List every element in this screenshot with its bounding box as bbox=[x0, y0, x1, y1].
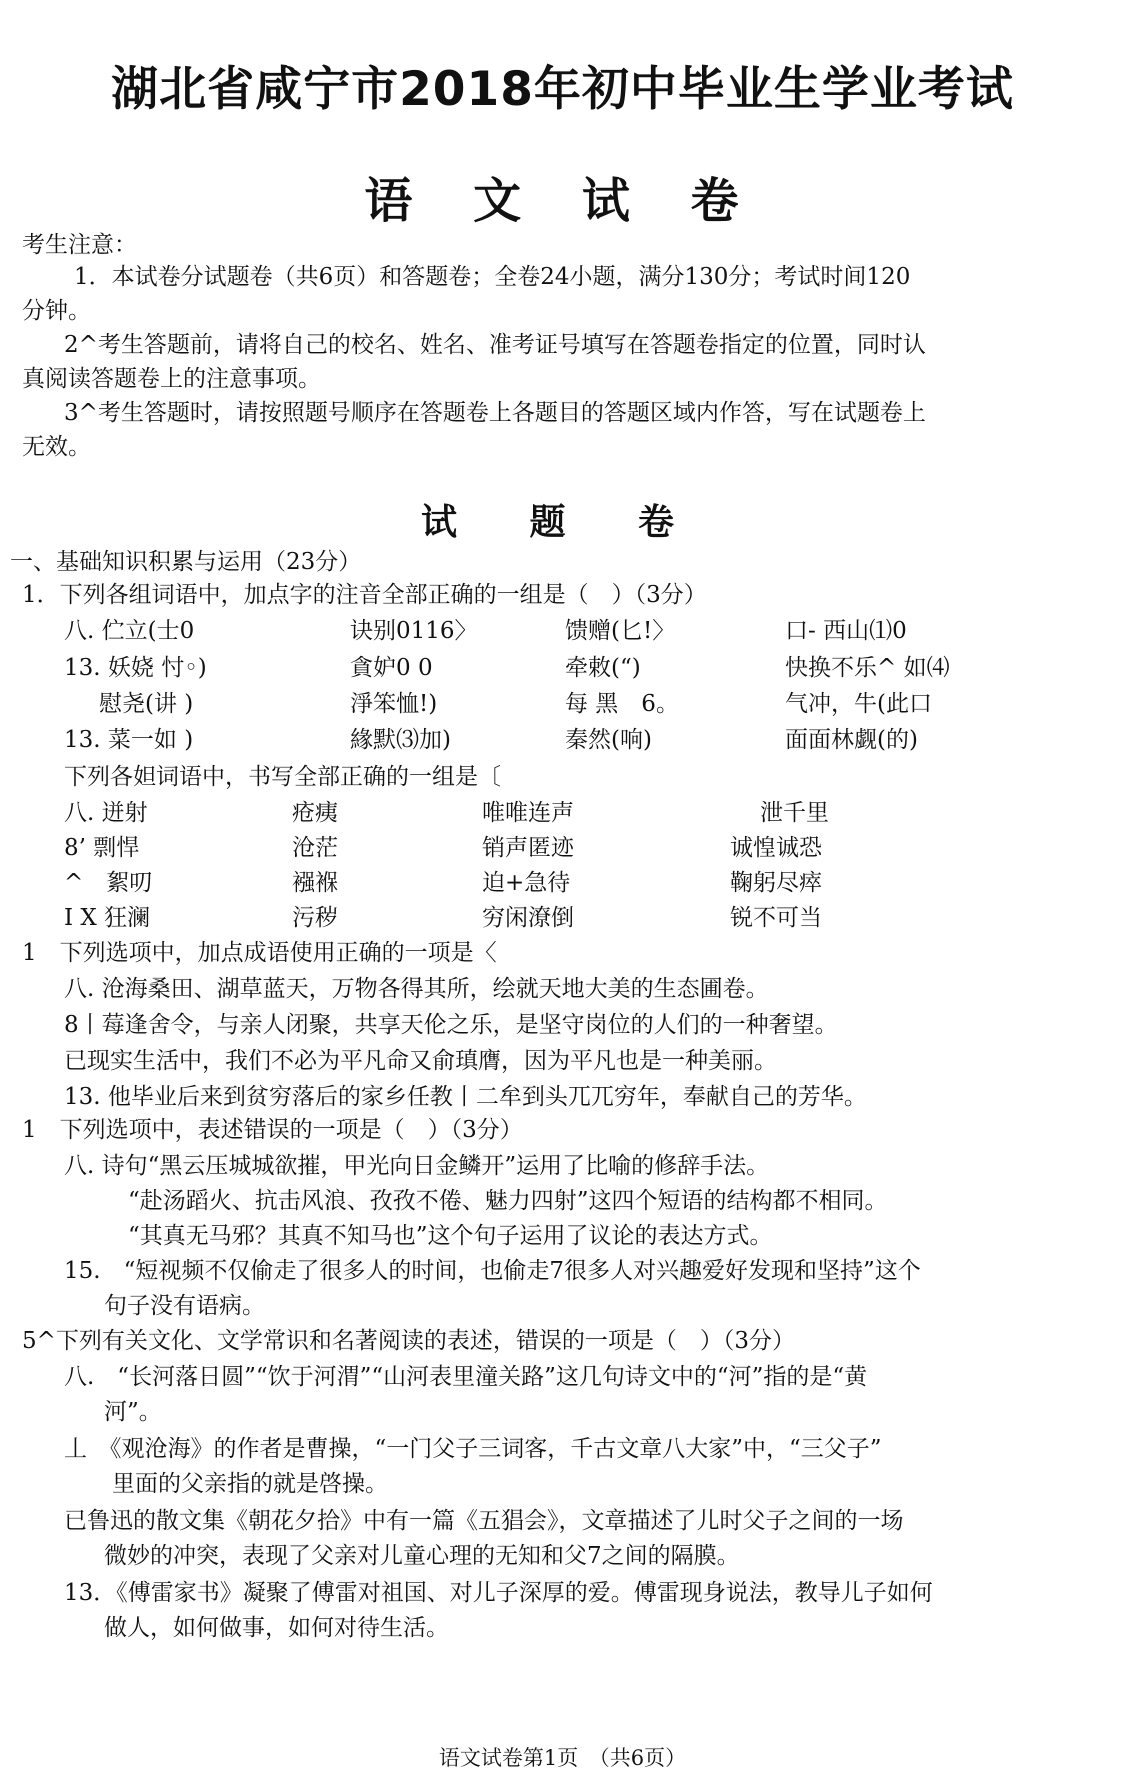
q2-option: I X 狂澜 bbox=[64, 905, 151, 931]
q2-option: 穷闲潦倒 bbox=[482, 905, 574, 931]
q2-option: 污秽 bbox=[292, 905, 338, 931]
q1-option: 诀别0116〉 bbox=[350, 618, 478, 644]
q2-option: 8’ 剽悍 bbox=[64, 835, 140, 861]
notice-heading: 考生注意： bbox=[22, 232, 137, 258]
q1-option: 緣默⑶加) bbox=[350, 727, 451, 753]
q5-option: 河”。 bbox=[104, 1399, 162, 1425]
page-footer: 语文试卷第1页 （共6页） bbox=[438, 1746, 687, 1770]
q2-option: 锐不可当 bbox=[730, 905, 822, 931]
part1-heading: 一、基础知识积累与运用（23分） bbox=[10, 549, 362, 575]
q5-option: 13．《傅雷家书》凝聚了傅雷对祖国、对儿子深厚的爱。傅雷现身说法，教导儿子如何 bbox=[64, 1580, 933, 1606]
q1-option: 貪妒0 0 bbox=[350, 655, 433, 681]
q4-option: 15. “短视频不仅偷走了很多人的时间，也偷走7很多人对兴趣爱好发现和坚持”这个 bbox=[64, 1258, 921, 1284]
q3-option: 已现实生活中，我们不必为平凡命又俞瑱膺，因为平凡也是一种美丽。 bbox=[64, 1048, 777, 1074]
q2-option: 诚惶诚恐 bbox=[730, 835, 822, 861]
q2-option: 泄千里 bbox=[760, 800, 829, 826]
subject-title: 语 文 试 卷 bbox=[364, 173, 761, 229]
q1-option: 牵敕(“) bbox=[565, 655, 641, 681]
q3-option: 8丨莓逢舍令，与亲人闭聚，共享天伦之乐，是坚守岗位的人们的一种奢望。 bbox=[64, 1012, 838, 1038]
notice-line: 无效。 bbox=[22, 434, 91, 460]
q5-stem: 5^下列有关文化、文学常识和名著阅读的表述，错误的一项是（ ）（3分） bbox=[22, 1328, 796, 1354]
q5-option: 里面的父亲指的就是啓操。 bbox=[112, 1471, 388, 1497]
q5-option: 八. “长河落日圆”“饮于河渭”“山河表里潼关路”这几句诗文中的“河”指的是“黄 bbox=[64, 1364, 868, 1390]
q4-option: “其真无马邪？其真不知马也”这个句子运用了议论的表达方式。 bbox=[128, 1223, 773, 1249]
notice-line: 分钟。 bbox=[22, 298, 91, 324]
notice-line: 2^考生答题前，请将自己的校名、姓名、准考证号填写在答题卷指定的位置，同时认 bbox=[64, 332, 926, 358]
q3-stem: 1 下列选项中，加点成语使用正确的一项是〈 bbox=[22, 940, 497, 966]
q2-stem: 下列各妲词语中，书写全部正确的一组是〔 bbox=[64, 764, 501, 790]
q2-option: 沧茫 bbox=[292, 835, 338, 861]
q2-option: 疮痍 bbox=[292, 800, 338, 826]
q1-option: 每 黑 6。 bbox=[565, 691, 679, 717]
q1-option: 口- 西山⑴0 bbox=[785, 618, 907, 644]
q2-option: 八. 迸射 bbox=[64, 800, 148, 826]
q1-option: 秦然(响) bbox=[565, 727, 652, 753]
section-title: 试 题 卷 bbox=[420, 501, 705, 543]
q3-option: 八. 沧海桑田、湖草蓝天，万物各得其所，绘就天地大美的生态圃卷。 bbox=[64, 976, 769, 1002]
notice-line: 1．本试卷分试题卷（共6页）和答题卷；全卷24小题，满分130分；考试时间120 bbox=[74, 264, 911, 290]
q1-option: 慰尧(讲 ) bbox=[76, 691, 194, 717]
q1-option: 13. 妖娆 忖◦) bbox=[64, 655, 207, 681]
q1-option: 面面林觑(的) bbox=[785, 727, 918, 753]
q4-stem: 1 下列选项中，表述错误的一项是（ ）（3分） bbox=[22, 1117, 523, 1143]
q1-option: 快换不乐^ 如⑷ bbox=[785, 655, 950, 681]
q1-option: 八. 伫立(士0 bbox=[64, 618, 195, 644]
q2-option: 迫+急待 bbox=[482, 870, 571, 896]
q5-option: 已鲁迅的散文集《朝花夕拾》中有一篇《五猖会》，文章描述了儿时父子之间的一场 bbox=[64, 1508, 904, 1534]
q4-option: “赴汤蹈火、抗击风浪、孜孜不倦、魅力四射”这四个短语的结构都不相同。 bbox=[128, 1188, 888, 1214]
q3-option: 13. 他毕业后来到贫穷落后的家乡任教丨二牟到头兀兀穷年，奉献自己的芳华。 bbox=[64, 1084, 867, 1110]
q4-option: 八. 诗句“黑云压城城欲摧，甲光向日金鳞开”运用了比喻的修辞手法。 bbox=[64, 1153, 770, 1179]
q2-option: ^ 絮叨 bbox=[64, 870, 153, 896]
exam-title: 湖北省咸宁市2018年初中毕业生学业考试 bbox=[111, 62, 1014, 117]
q1-option: 气冲，牛(此口 bbox=[785, 691, 932, 717]
q5-option: 微妙的冲突，表现了父亲对儿童心理的无知和父7之间的隔膜。 bbox=[104, 1543, 740, 1569]
q4-option: 句子没有语病。 bbox=[104, 1293, 265, 1319]
q1-option: 13. 菜一如 ) bbox=[64, 727, 194, 753]
q5-option: 丄 《观沧海》的作者是曹操，“一门父子三词客，千古文章八大家”中，“三父子” bbox=[64, 1436, 882, 1462]
q2-option: 销声匿迹 bbox=[482, 835, 574, 861]
q2-option: 鞠躬尽瘁 bbox=[730, 870, 822, 896]
q1-stem: 1．下列各组词语中，加点字的注音全部正确的一组是（ ）（3分） bbox=[22, 582, 707, 608]
q1-option: 淨笨恤!) bbox=[350, 691, 438, 717]
notice-line: 真阅读答题卷上的注意事项。 bbox=[22, 366, 321, 392]
notice-line: 3^考生答题时，请按照题号顺序在答题卷上各题目的答题区域内作答，写在试题卷上 bbox=[64, 400, 926, 426]
q2-option: 唯唯连声 bbox=[482, 800, 574, 826]
q2-option: 襁褓 bbox=[292, 870, 338, 896]
q1-option: 馈赠(匕!〉 bbox=[565, 618, 676, 644]
q5-option: 做人，如何做事，如何对待生活。 bbox=[104, 1615, 449, 1641]
